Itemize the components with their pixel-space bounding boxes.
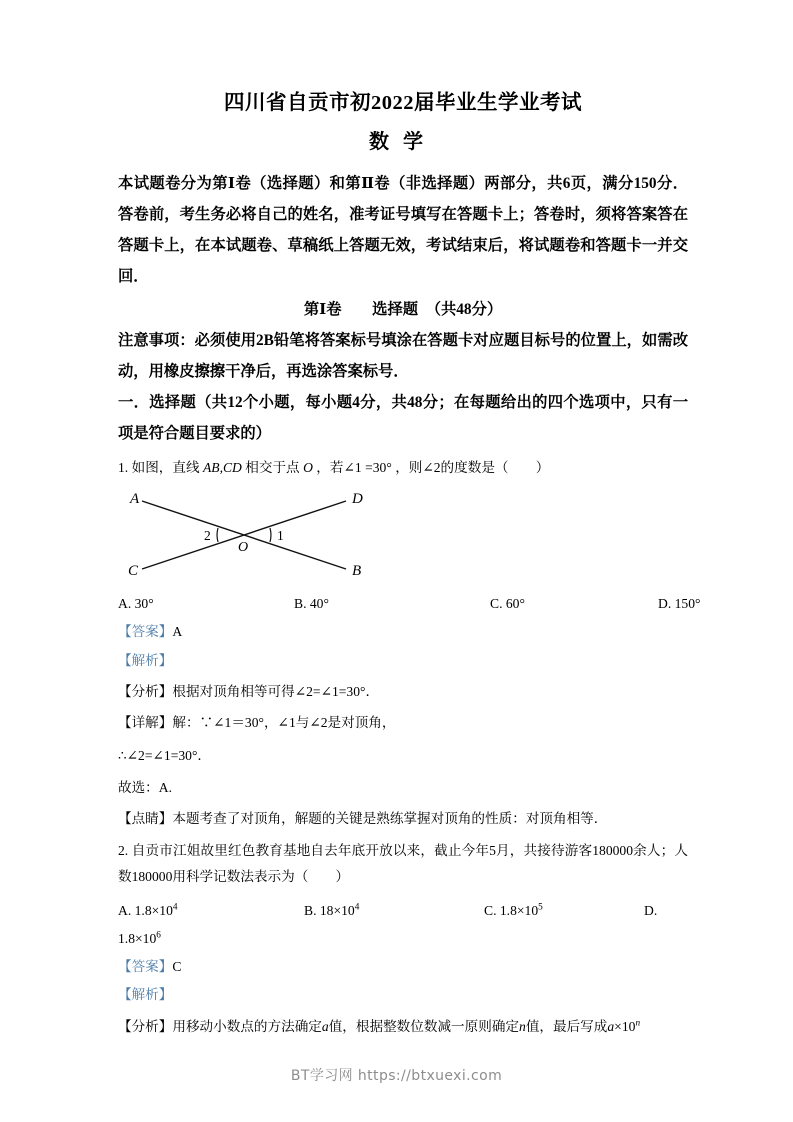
page-title: 四川省自贡市初2022届毕业生学业考试 (224, 92, 582, 114)
angle-arc-1 (270, 528, 271, 542)
answer-tag: 【答案】 (118, 624, 173, 640)
question-1-text-c: ，若∠1 (316, 460, 362, 476)
question-1-option-a[interactable]: A. 30° (118, 596, 154, 612)
question-2-option-b[interactable] (304, 898, 484, 924)
figure-label-b: B (352, 563, 362, 580)
question-2-option-b-exp: 4 (354, 901, 360, 912)
figure-label-o: O (238, 540, 249, 556)
question-1-explanation-tag-row (118, 648, 688, 675)
question-2-answer (118, 954, 688, 981)
question-2-analysis-text-1: 用移动小数点的方法确定 (172, 1018, 322, 1034)
question-2-analysis (118, 1013, 688, 1040)
question-2-option-b-label: B. (304, 903, 317, 919)
question-1-option-d[interactable]: D. 150° (658, 596, 701, 612)
figure-angle-label-2: 2 (204, 528, 211, 544)
question-1-answer-value: A (172, 624, 183, 640)
question-2-number: 2. (118, 843, 129, 859)
figure-label-a: A (130, 491, 140, 508)
question-2-explanation-tag-row (118, 982, 688, 1009)
question-1-option-b[interactable]: B. 40° (294, 596, 329, 612)
question-2-option-a-exp: 4 (172, 901, 178, 912)
question-2-analysis-text-3: 值，最后写成 (525, 1018, 608, 1034)
question-2-option-d-value: 1.8×10 (118, 931, 157, 947)
exam-notice: 注意事项：必须使用2B铅笔将答案标号填涂在答题卡对应题目标号的位置上，如需改动，用橡皮擦擦干净后，再选涂答案标号． (118, 331, 688, 381)
question-1-analysis-text: 根据对顶角相等可得∠2=∠1=30°． (172, 684, 380, 700)
question-1-math-o: O (303, 460, 313, 476)
question-2-option-a[interactable] (118, 898, 304, 924)
figure-label-d: D (352, 491, 363, 508)
question-2-text: 自贡市江姐故里红色教育基地自去年底开放以来，截止今年5月，共接待游客180000余人；人数180000用科学记数法表示为（ ） (118, 843, 689, 885)
intersecting-lines-diagram (120, 487, 420, 587)
question-2-option-d-label: D. (644, 903, 658, 919)
question-2-analysis-text-2: 值，根据整数位数减一原则确定 (328, 1018, 520, 1034)
question-1-detail-line-1: 解：∵∠1＝30°，∠1与∠2是对顶角， (172, 715, 396, 731)
question-1-detail-line-2: ∴∠2=∠1=30°． (118, 748, 211, 764)
exam-instructions: 本试题卷分为第Ⅰ卷（选择题）和第Ⅱ卷（非选择题）两部分，共6页，满分150分．答卷前，考生务必将自己的姓名，准考证号填写在答题卡上；答卷时，须将答案答在答题卡上，在本试题卷、草稿纸上答题无效，考试结束后，将试题卷和答题卡一并交回． (118, 174, 688, 285)
question-2-analysis-formula-exp: n (635, 1017, 641, 1028)
question-2-option-c-label: C. (484, 903, 497, 919)
question-1-text-b: 相交于点 (245, 460, 300, 476)
question-1-conclusion: 故选：A. (118, 779, 172, 795)
question-2-analysis-formula-a: a (607, 1018, 615, 1034)
detail-tag: 【详解】 (118, 715, 173, 731)
question-1-highlight (118, 805, 688, 832)
question-2-option-b-value: 18×10 (319, 903, 355, 919)
highlight-tag: 【点睛】 (118, 810, 173, 826)
question-2-option-c-exp: 5 (538, 901, 543, 912)
question-1-stem (118, 455, 688, 481)
analysis-tag: 【分析】 (118, 684, 173, 700)
question-2-analysis-var-a: a (321, 1018, 329, 1034)
multiple-choice-header: 一．选择题（共12个小题，每小题4分，共48分；在每题给出的四个选项中，只有一项是符合题目要求的） (118, 394, 688, 443)
question-2-option-c-value: 1.8×10 (499, 903, 539, 919)
question-2-option-a-label: A. (118, 903, 132, 919)
question-2-analysis-formula-rest: ×10 (614, 1018, 636, 1034)
subject-title: 数学 (369, 130, 437, 153)
question-1-option-c[interactable]: C. 60° (490, 596, 525, 612)
question-2-option-a-value: 1.8×10 (134, 903, 173, 919)
page-footer-watermark: BT学习网 https://btxuexi.com (290, 1068, 503, 1084)
angle-arc-2 (217, 528, 218, 542)
question-2-stem (118, 838, 688, 890)
section-header-volume-1: 第Ⅰ卷 选择题 （共48分） (303, 300, 503, 318)
explanation-tag: 【解析】 (118, 652, 173, 668)
analysis-tag-2: 【分析】 (118, 1018, 173, 1034)
question-1-highlight-text: 本题考查了对顶角，解题的关键是熟练掌握对顶角的性质：对顶角相等． (172, 810, 608, 826)
figure-angle-label-1: 1 (277, 528, 284, 544)
figure-label-c: C (128, 563, 139, 580)
question-2-analysis-var-n: n (519, 1018, 526, 1034)
question-1-number: 1. (118, 460, 129, 476)
question-1-figure (120, 487, 420, 587)
question-2-option-d-label-only[interactable] (644, 898, 657, 924)
question-2-options (118, 898, 688, 924)
answer-tag-2: 【答案】 (118, 958, 173, 974)
question-1-text-d: ，则∠2的度数是（ ） (395, 460, 550, 476)
question-1-math-ab-cd: AB,CD (202, 460, 242, 476)
question-1-text-a: 如图，直线 (131, 460, 200, 476)
question-2-option-c[interactable] (484, 898, 644, 924)
question-1-analysis (118, 678, 688, 705)
question-1-detail (118, 709, 688, 736)
question-2-answer-value: C (172, 958, 182, 974)
explanation-tag-2: 【解析】 (118, 987, 173, 1003)
question-1-equation: =30° (365, 460, 392, 476)
question-1-options (118, 591, 701, 617)
question-2-option-d-value-row[interactable] (118, 926, 688, 952)
question-1-answer (118, 619, 688, 646)
page-content (118, 88, 701, 1040)
question-2-option-d-exp: 6 (156, 929, 161, 940)
